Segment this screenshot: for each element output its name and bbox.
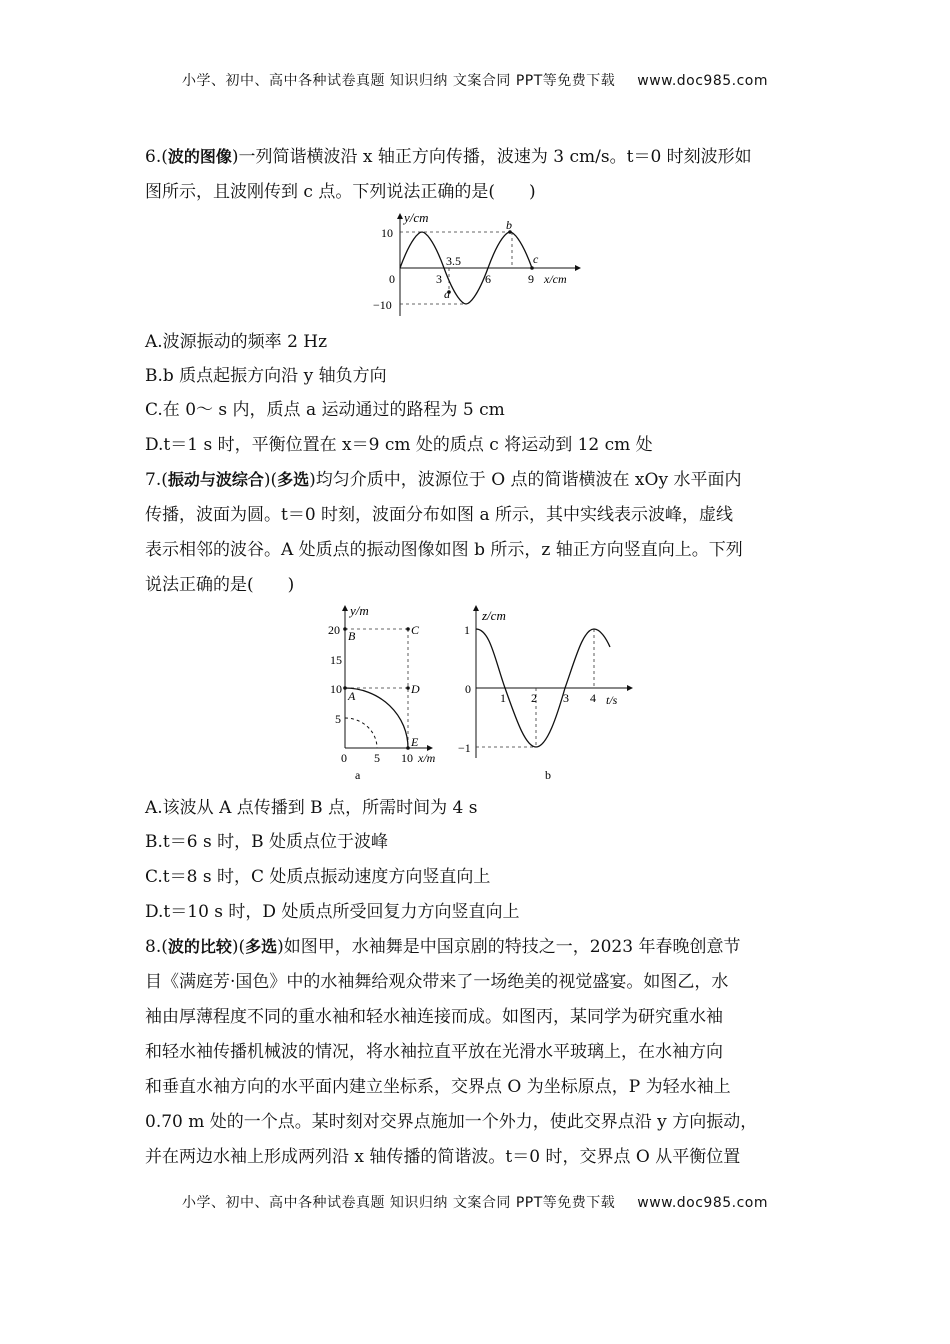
q6-line-1: [145, 145, 815, 169]
q7-caption-a: a: [355, 768, 361, 782]
svg-text:2: 2: [531, 691, 537, 705]
svg-text:D: D: [411, 682, 420, 696]
svg-text:1: 1: [464, 623, 470, 637]
q6-tag: 波的图像: [167, 147, 232, 166]
q6-xlabel: x/cm: [544, 272, 567, 286]
q7-caption-b: b: [545, 768, 551, 782]
svg-text:10: 10: [330, 682, 342, 696]
q8-line-1: 8.(波的比较)(多选)如图甲，水袖舞是中国京剧的特技之一，2023 年春晚创意节: [145, 937, 741, 957]
header-text: 小学、初中、高中各种试卷真题 知识归纳 文案合同 PPT等免费下载: [181, 73, 616, 89]
q7-option-a: A.该波从 A 点传播到 B 点，所需时间为 4 s: [145, 798, 478, 818]
q7-figure-a: [328, 600, 450, 785]
q8-tag: 波的比较: [167, 937, 232, 956]
q7-option-c: C.t＝8 s 时，C 处质点振动速度方向竖直向上: [145, 867, 491, 887]
trough-arc: [345, 718, 377, 748]
svg-text:a: a: [444, 287, 450, 301]
q6-option-a: A.波源振动的频率 2 Hz: [145, 332, 328, 352]
svg-text:3.5: 3.5: [446, 254, 461, 268]
svg-text:1: 1: [500, 691, 506, 705]
svg-text:0: 0: [341, 751, 347, 765]
svg-text:x/m: x/m: [418, 751, 436, 765]
svg-text:5: 5: [335, 712, 341, 726]
svg-text:0: 0: [465, 682, 471, 696]
svg-text:10: 10: [401, 751, 413, 765]
q6-wave-figure: [370, 208, 585, 320]
q7-option-d: D.t＝10 s 时，D 处质点所受回复力方向竖直向上: [145, 902, 520, 922]
q6-number: 6.(: [145, 147, 168, 167]
svg-text:10: 10: [381, 226, 393, 240]
svg-text:4: 4: [590, 691, 596, 705]
q8-line-4: 和轻水袖传播机械波的情况，将水袖拉直平放在光滑水平玻璃上，在水袖方向: [145, 1042, 723, 1062]
svg-text:b: b: [506, 218, 512, 232]
svg-text:t/s: t/s: [606, 693, 618, 707]
page-footer: [0, 1192, 950, 1212]
q7-line-2: 传播，波面为圆。t＝0 时刻，波面分布如图 a 所示，其中实线表示波峰，虚线: [145, 505, 733, 525]
footer-url[interactable]: www.doc985.com: [637, 1195, 769, 1211]
q7-line-1: 7.(振动与波综合)(多选)均匀介质中，波源位于 O 点的简谐横波在 xOy 水平面内: [145, 470, 742, 490]
header-url[interactable]: www.doc985.com: [637, 73, 769, 89]
q8-line-5: 和垂直水袖方向的水平面内建立坐标系，交界点 O 为坐标原点，P 为轻水袖上: [145, 1077, 731, 1097]
svg-text:0: 0: [389, 272, 395, 286]
q6-option-c: C.在 0～ s 内，质点 a 运动通过的路程为 5 cm: [145, 400, 505, 420]
q8-line-6: 0.70 m 处的一个点。某时刻对交界点施加一个外力，使此交界点沿 y 方向振动，: [145, 1112, 758, 1132]
q7-line-3: 表示相邻的波谷。A 处质点的振动图像如图 b 所示，z 轴正方向竖直向上。下列: [145, 540, 743, 560]
q8-line-7: 并在两边水袖上形成两列沿 x 轴传播的简谐波。t＝0 时，交界点 O 从平衡位置: [145, 1147, 741, 1167]
q6-ylabel: y/cm: [404, 210, 429, 225]
svg-text:20: 20: [328, 623, 340, 637]
svg-text:E: E: [411, 735, 419, 749]
q6-option-b: B.b 质点起振方向沿 y 轴负方向: [145, 366, 387, 386]
q7-figure-b: [458, 600, 650, 785]
q8-line-3: 袖由厚薄程度不同的重水袖和轻水袖连接而成。如图丙，某同学为研究重水袖: [145, 1007, 723, 1027]
footer-text: 小学、初中、高中各种试卷真题 知识归纳 文案合同 PPT等免费下载: [181, 1195, 616, 1211]
svg-text:15: 15: [330, 653, 342, 667]
svg-text:C: C: [411, 623, 420, 637]
q7-line-4: 说法正确的是( ): [145, 575, 295, 595]
svg-text:6: 6: [485, 272, 491, 286]
svg-text:3: 3: [436, 272, 442, 286]
svg-text:5: 5: [374, 751, 380, 765]
q7-tag: 振动与波综合: [167, 470, 264, 489]
q6-line-2: 图所示，且波刚传到 c 点。下列说法正确的是( ): [145, 182, 536, 202]
svg-text:A: A: [348, 689, 356, 703]
q7-option-b: B.t＝6 s 时，B 处质点位于波峰: [145, 832, 388, 852]
svg-text:B: B: [348, 629, 356, 643]
svg-text:−1: −1: [458, 741, 471, 755]
svg-text:−10: −10: [373, 298, 392, 312]
q7-tag2: 多选: [277, 470, 310, 489]
svg-text:y/m: y/m: [350, 603, 369, 618]
q8-line-2: 目《满庭芳·国色》中的水袖舞给观众带来了一场绝美的视觉盛宴。如图乙，水: [145, 972, 729, 992]
page-header: [0, 70, 950, 90]
svg-text:3: 3: [563, 691, 569, 705]
svg-text:z/cm: z/cm: [482, 608, 506, 623]
q6-text-1: )一列简谐横波沿 x 轴正方向传播，波速为 3 cm/s。t＝0 时刻波形如: [231, 147, 752, 167]
q8-tag2: 多选: [245, 937, 278, 956]
q6-option-d: D.t＝1 s 时，平衡位置在 x＝9 cm 处的质点 c 将运动到 12 cm 处: [145, 435, 653, 455]
svg-text:9: 9: [528, 272, 534, 286]
svg-text:c: c: [533, 252, 539, 266]
